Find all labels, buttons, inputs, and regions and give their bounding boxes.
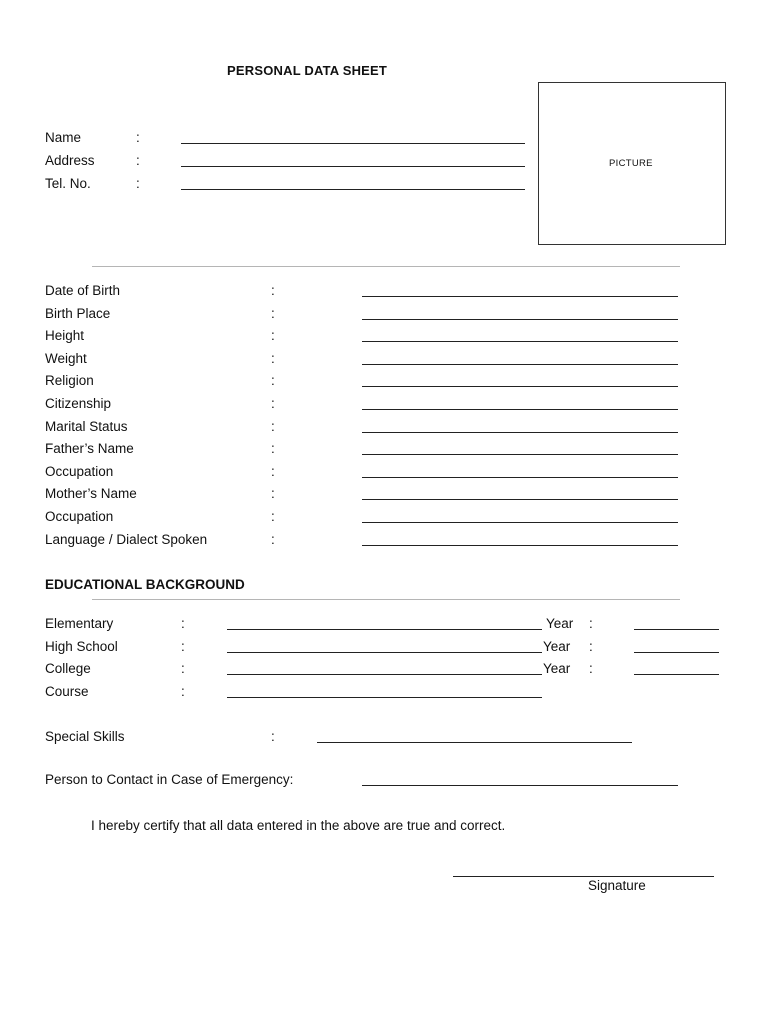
tel-field[interactable] [181,189,525,190]
college-label: College [45,661,91,676]
signature-label: Signature [588,878,646,893]
language-label: Language / Dialect Spoken [45,532,208,547]
high-school-label: High School [45,639,118,654]
religion-label: Religion [45,373,94,388]
college-field[interactable] [227,674,542,675]
language-colon: : [271,532,275,547]
emergency-contact-label: Person to Contact in Case of Emergency: [45,772,294,787]
high-school-colon: : [181,639,185,654]
weight-label: Weight [45,351,87,366]
dob-label: Date of Birth [45,283,121,298]
height-colon: : [271,328,275,343]
mothers-name-colon: : [271,486,275,501]
elementary-colon: : [181,616,185,631]
picture-label: PICTURE [609,158,653,169]
elementary-year-field[interactable] [634,629,719,630]
fathers-name-colon: : [271,441,275,456]
signature-field[interactable] [453,876,714,877]
father-occupation-field[interactable] [362,477,678,478]
address-colon: : [136,153,140,168]
certification-statement: I hereby certify that all data entered in the above are true and correct. [91,818,506,833]
dob-field[interactable] [362,296,678,297]
citizenship-colon: : [271,396,275,411]
birth-place-label: Birth Place [45,306,111,321]
section-divider [92,266,680,267]
tel-label: Tel. No. [45,176,91,191]
mother-occupation-label: Occupation [45,509,114,524]
high-school-year-label: Year [543,639,571,654]
high-school-field[interactable] [227,652,542,653]
marital-status-label: Marital Status [45,419,128,434]
citizenship-label: Citizenship [45,396,112,411]
weight-field[interactable] [362,364,678,365]
citizenship-field[interactable] [362,409,678,410]
special-skills-field[interactable] [317,742,632,743]
birth-place-colon: : [271,306,275,321]
mothers-name-label: Mother’s Name [45,486,137,501]
father-occupation-colon: : [271,464,275,479]
course-field[interactable] [227,697,542,698]
name-colon: : [136,130,140,145]
marital-status-colon: : [271,419,275,434]
dob-colon: : [271,283,275,298]
page-title: PERSONAL DATA SHEET [227,63,388,78]
emergency-contact-field[interactable] [362,785,678,786]
elementary-year-colon: : [589,616,593,631]
special-skills-label: Special Skills [45,729,125,744]
name-label: Name [45,130,82,145]
education-divider [92,599,680,600]
address-field[interactable] [181,166,525,167]
course-colon: : [181,684,185,699]
elementary-field[interactable] [227,629,542,630]
college-year-field[interactable] [634,674,719,675]
mother-occupation-field[interactable] [362,522,678,523]
marital-status-field[interactable] [362,432,678,433]
father-occupation-label: Occupation [45,464,114,479]
college-year-label: Year [543,661,571,676]
mothers-name-field[interactable] [362,499,678,500]
height-field[interactable] [362,341,678,342]
high-school-year-colon: : [589,639,593,654]
fathers-name-field[interactable] [362,454,678,455]
name-field[interactable] [181,143,525,144]
education-heading: EDUCATIONAL BACKGROUND [45,577,245,592]
religion-colon: : [271,373,275,388]
high-school-year-field[interactable] [634,652,719,653]
tel-colon: : [136,176,140,191]
religion-field[interactable] [362,386,678,387]
birth-place-field[interactable] [362,319,678,320]
special-skills-colon: : [271,729,275,744]
mother-occupation-colon: : [271,509,275,524]
weight-colon: : [271,351,275,366]
college-year-colon: : [589,661,593,676]
language-field[interactable] [362,545,678,546]
address-label: Address [45,153,95,168]
height-label: Height [45,328,85,343]
college-colon: : [181,661,185,676]
fathers-name-label: Father’s Name [45,441,134,456]
elementary-year-label: Year [546,616,574,631]
elementary-label: Elementary [45,616,114,631]
course-label: Course [45,684,89,699]
